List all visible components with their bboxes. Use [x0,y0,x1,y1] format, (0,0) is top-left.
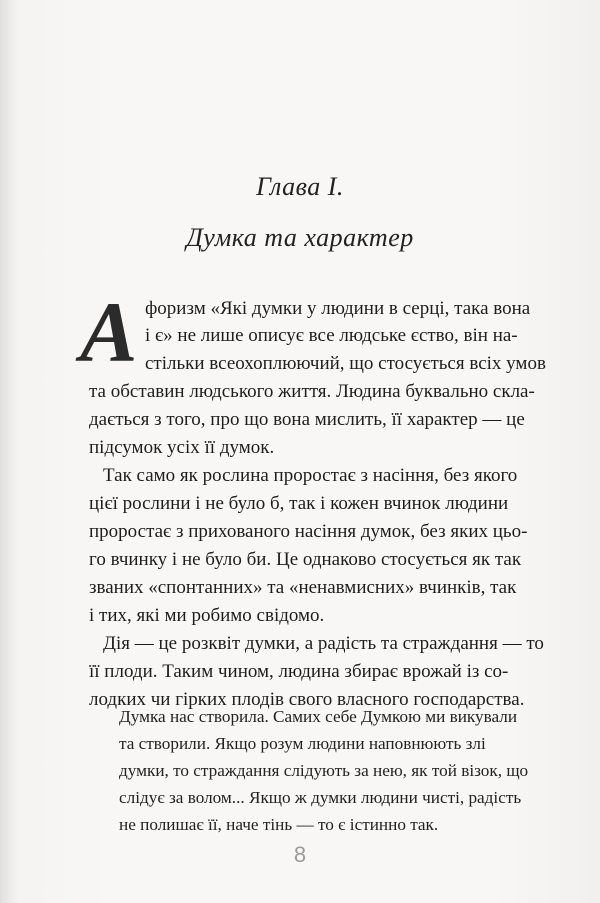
paragraph3-line: її плоди. Таким чином, людина збирає врожай із со- [89,661,509,682]
paragraph2-line: і тих, які ми робимо свідомо. [89,605,325,626]
quote-line: слідує за волом... Якщо ж думки людини чисті, радість [119,788,522,807]
paragraph2-line: го вчинку і не було би. Це однаково стосується як так [89,549,522,570]
paragraph2-line: проростає з прихованого насіння думок, без яких цьо- [89,521,528,542]
quote-line: та створили. Якщо розум людини наповнюють злі [119,734,486,753]
quote-line: думки, то страждання слідують за нею, як той візок, що [119,761,529,780]
paragraph2-line: званих «спонтанних» та «ненавмисних» вчинків, так [89,577,517,598]
page-number: 8 [293,842,307,867]
paragraph3-line: Дія — це розквіт думки, а радість та страждання — то [103,633,544,654]
paragraph1-line: стільки всеохоплюючий, що стосується всіх умов [145,353,546,374]
paragraph3-line: лодких чи гірких плодів свого власного господарства. [89,689,525,710]
paragraph1-line: форизм «Які думки у людини в серці, така вона [145,298,531,319]
quote-line: не полишає її, наче тінь — то є істинно так. [119,815,439,834]
chapter-title: Думка та характер [186,223,414,252]
paragraph1-line: та обставин людського життя. Людина буквально скла- [89,381,535,402]
paragraph2-line: цієї рослини і не було б, так і кожен вчинок людини [89,493,509,514]
paragraph1-line: і є» не лише описує все людське єство, він на- [145,325,518,346]
paragraph2-line: Так само як рослина проростає з насіння, без якого [103,465,518,486]
quote-line: Думка нас створила. Самих себе Думкою ми викували [119,707,518,726]
spine-shadow [0,0,18,903]
paragraph1-line: підсумок усіх її думок. [89,437,275,458]
chapter-number: Глава І. [256,172,344,201]
drop-cap: А [80,284,138,380]
paragraph1-line: дається з того, про що вона мислить, її характер — це [89,409,525,430]
